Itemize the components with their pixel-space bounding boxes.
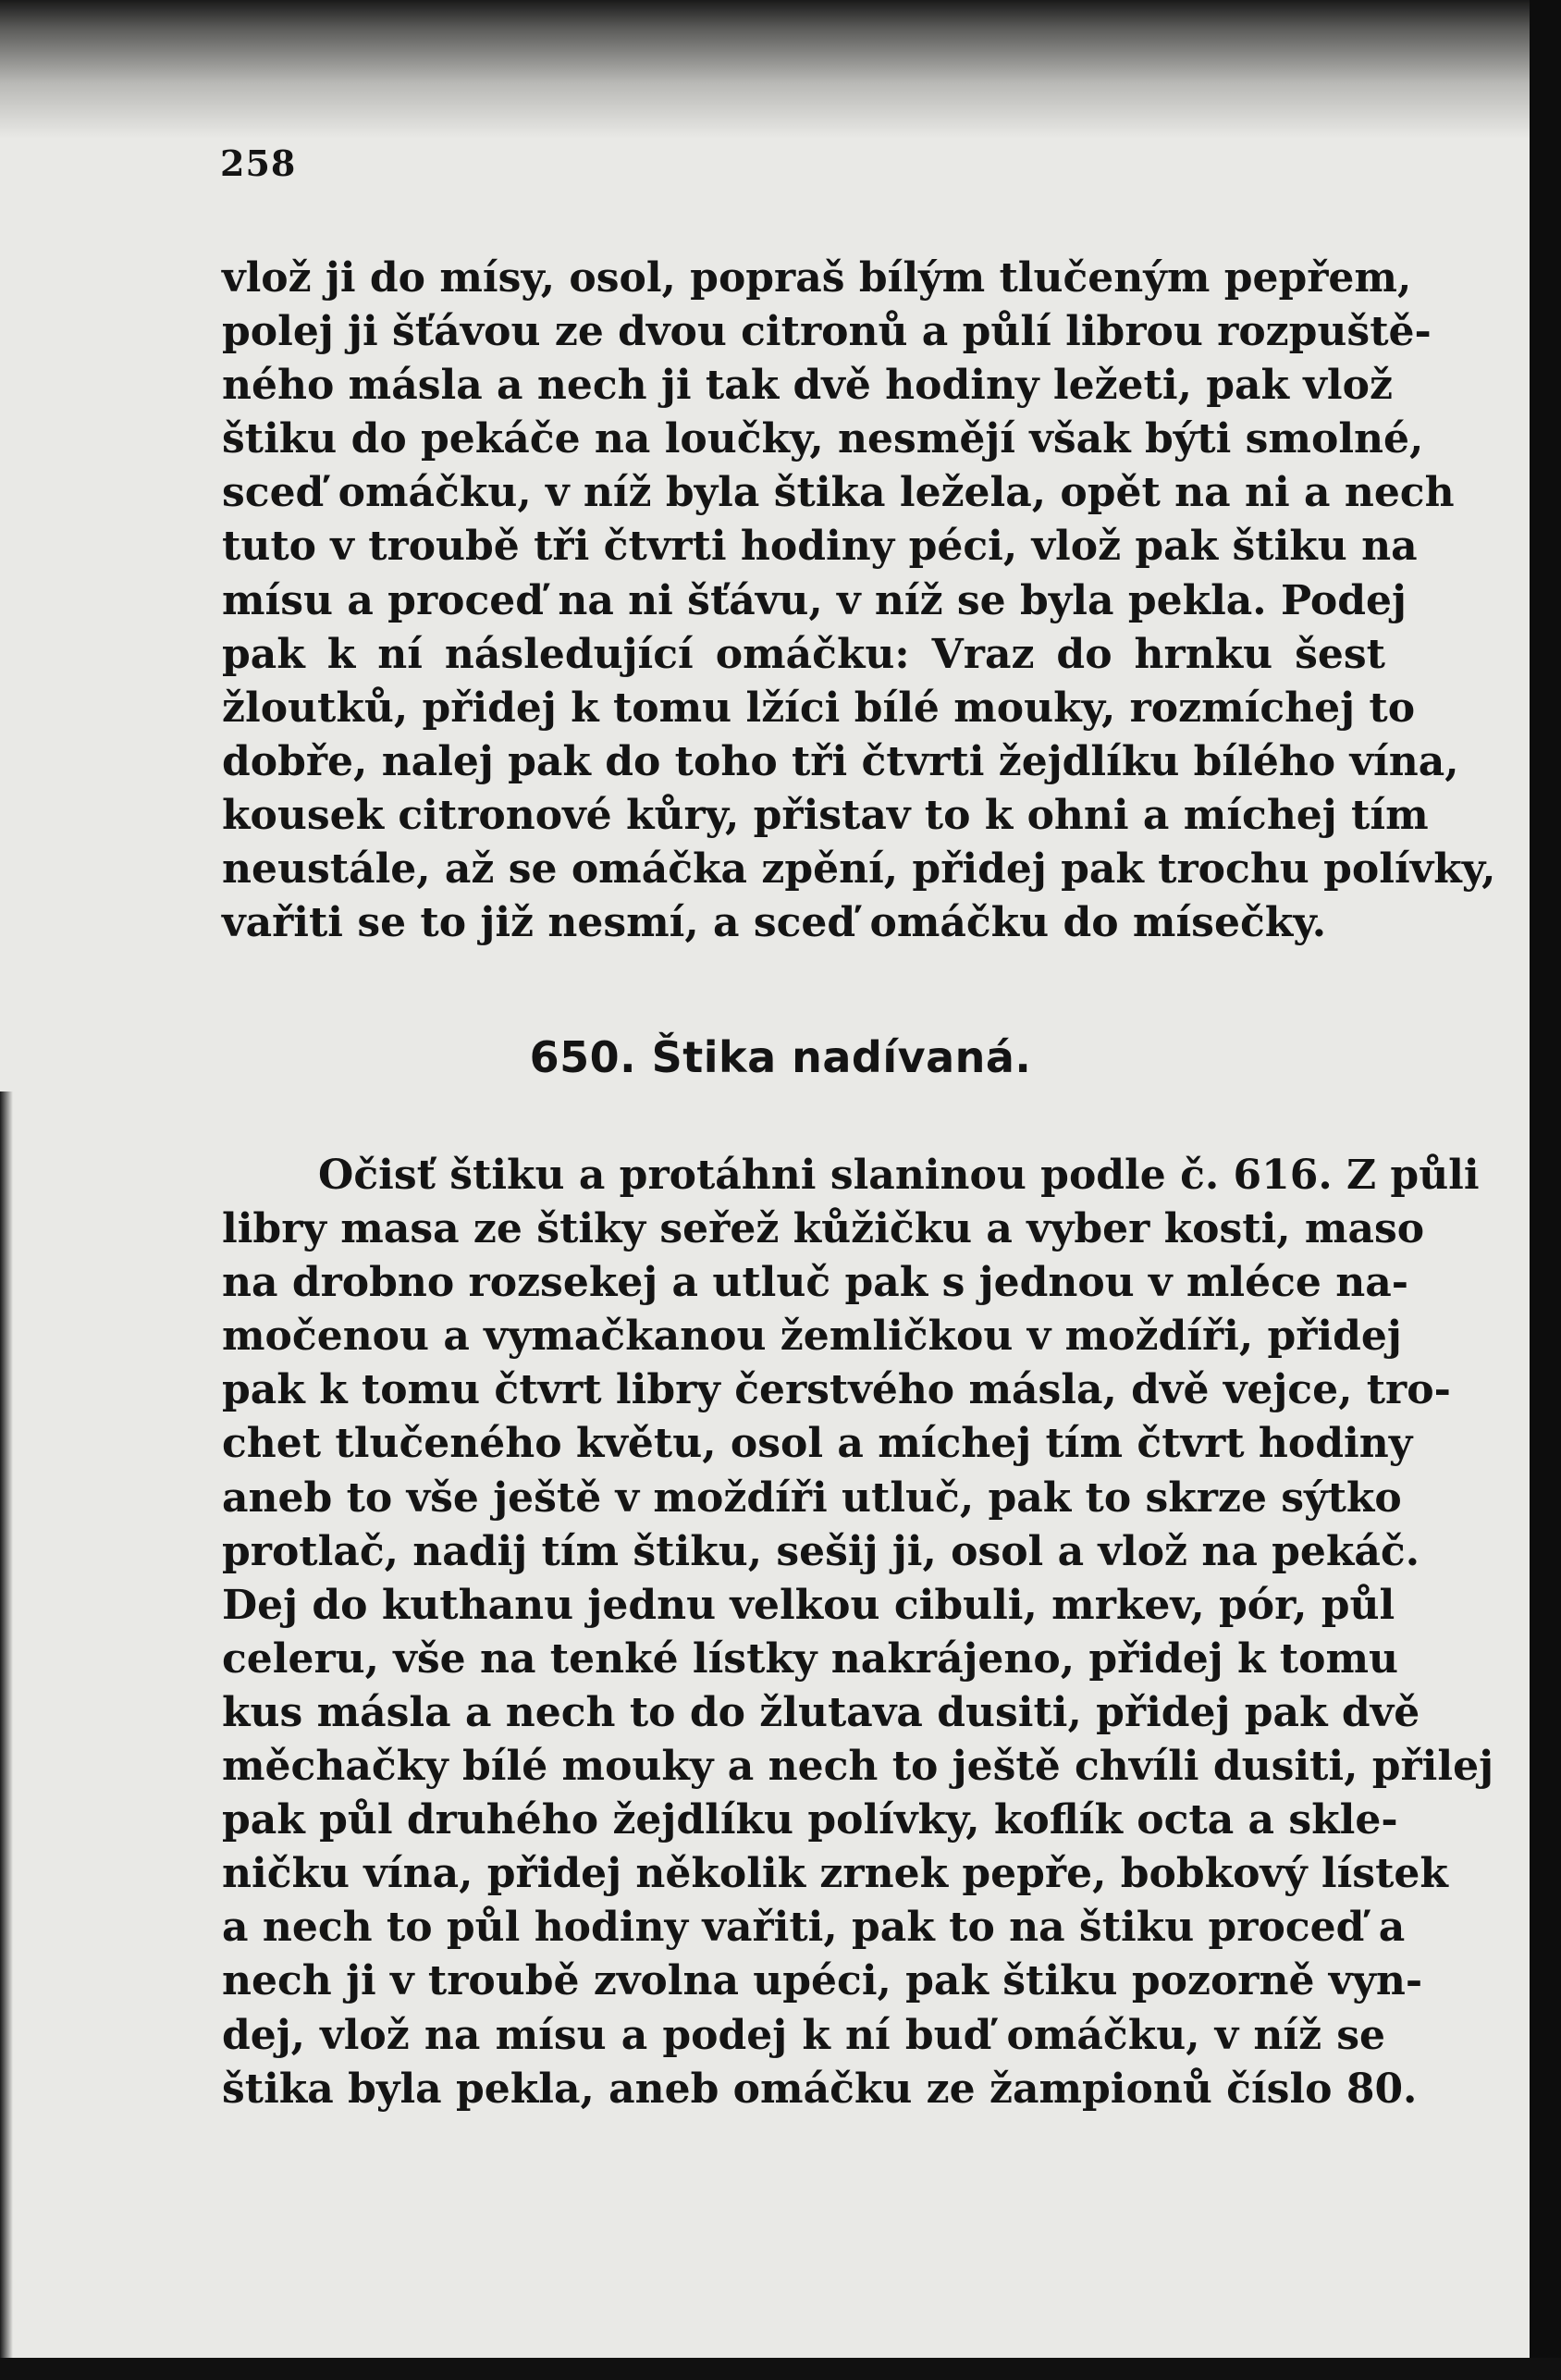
text-line: štika byla pekla, aneb omáčku ze žampionů číslo 80.: [222, 2065, 1418, 2113]
scan-bottom-border: [0, 2358, 1561, 2380]
recipe-body-paragraph: [222, 1149, 1494, 2116]
text-line: tuto v troubě tři čtvrti hodiny péci, vlož pak štiku na: [222, 523, 1418, 571]
text-line: sceď omáčku, v níž byla štika ležela, opět na ni a nech: [222, 469, 1455, 517]
text-line: nech ji v troubě zvolna upéci, pak štiku pozorně vyn-: [222, 1957, 1423, 2005]
text-line: štiku do pekáče na loučky, nesmějí však býti smolné,: [222, 415, 1424, 463]
scan-left-shadow: [0, 1091, 13, 2380]
text-line: polej ji šťávou ze dvou citronů a půlí librou rozpuště-: [222, 308, 1432, 356]
text-line: měchačky bílé mouky a nech to ještě chvíli dusiti, přilej: [222, 1743, 1494, 1791]
text-line: Očisť štiku a protáhni slaninou podle č. 616. Z půli: [318, 1152, 1480, 1199]
text-line: neustále, až se omáčka zpění, přidej pak trochu polívky,: [222, 845, 1496, 894]
scan-right-border: [1530, 0, 1561, 2380]
text-line: celeru, vše na tenké lístky nakrájeno, přidej k tomu: [222, 1634, 1399, 1683]
page-number: 258: [220, 142, 297, 184]
text-line: pak půl druhého žejdlíku polívky, koflík octa a skle-: [222, 1796, 1398, 1844]
continuation-paragraph: [222, 252, 1496, 950]
text-line: pak k tomu čtvrt libry čerstvého másla, dvě vejce, tro-: [222, 1366, 1451, 1414]
text-line: kus másla a nech to do žlutava dusiti, přidej pak dvě: [222, 1688, 1420, 1736]
text-line: libry masa ze štiky seřež kůžičku a vyber kosti, maso: [222, 1205, 1425, 1253]
text-line: mísu a proceď na ni šťávu, v níž se byla pekla. Podej: [222, 576, 1407, 624]
text-line: protlač, nadij tím štiku, sešij ji, osol a vlož na pekáč.: [222, 1527, 1420, 1575]
text-line: dej, vlož na mísu a podej k ní buď omáčku, v níž se: [222, 2011, 1385, 2059]
text-line: pak k ní následující omáčku: Vraz do hrnku šest: [222, 630, 1385, 678]
text-line: močenou a vymačkanou žemličkou v moždíři, přidej: [222, 1313, 1402, 1361]
text-line: dobře, nalej pak do toho tři čtvrti žejdlíku bílého vína,: [222, 737, 1459, 785]
text-line: kousek citronové kůry, přistav to k ohni a míchej tím: [222, 791, 1429, 839]
text-line: ného másla a nech ji tak dvě hodiny ležeti, pak vlož: [222, 362, 1393, 410]
text-line: ničku vína, přidej několik zrnek pepře, bobkový lístek: [222, 1850, 1448, 1898]
text-line: vlož ji do mísy, osol, popraš bílým tlučeným pepřem,: [222, 254, 1412, 302]
text-line: na drobno rozsekej a utluč pak s jednou v mléce na-: [222, 1259, 1409, 1307]
scan-top-shadow: [0, 0, 1561, 139]
text-line: žloutků, přidej k tomu lžíci bílé mouky, rozmíchej to: [222, 684, 1416, 732]
text-line: Dej do kuthanu jednu velkou cibuli, mrkev, pór, půl: [222, 1581, 1395, 1629]
text-line: aneb to vše ještě v moždíři utluč, pak to skrze sýtko: [222, 1474, 1402, 1522]
text-line: chet tlučeného květu, osol a míchej tím čtvrt hodiny: [222, 1420, 1413, 1468]
text-line: a nech to půl hodiny vařiti, pak to na štiku proceď a: [222, 1904, 1406, 1952]
recipe-heading: 650. Štika nadívaná.: [529, 1032, 1032, 1082]
text-line: vařiti se to již nesmí, a sceď omáčku do mísečky.: [222, 899, 1327, 947]
